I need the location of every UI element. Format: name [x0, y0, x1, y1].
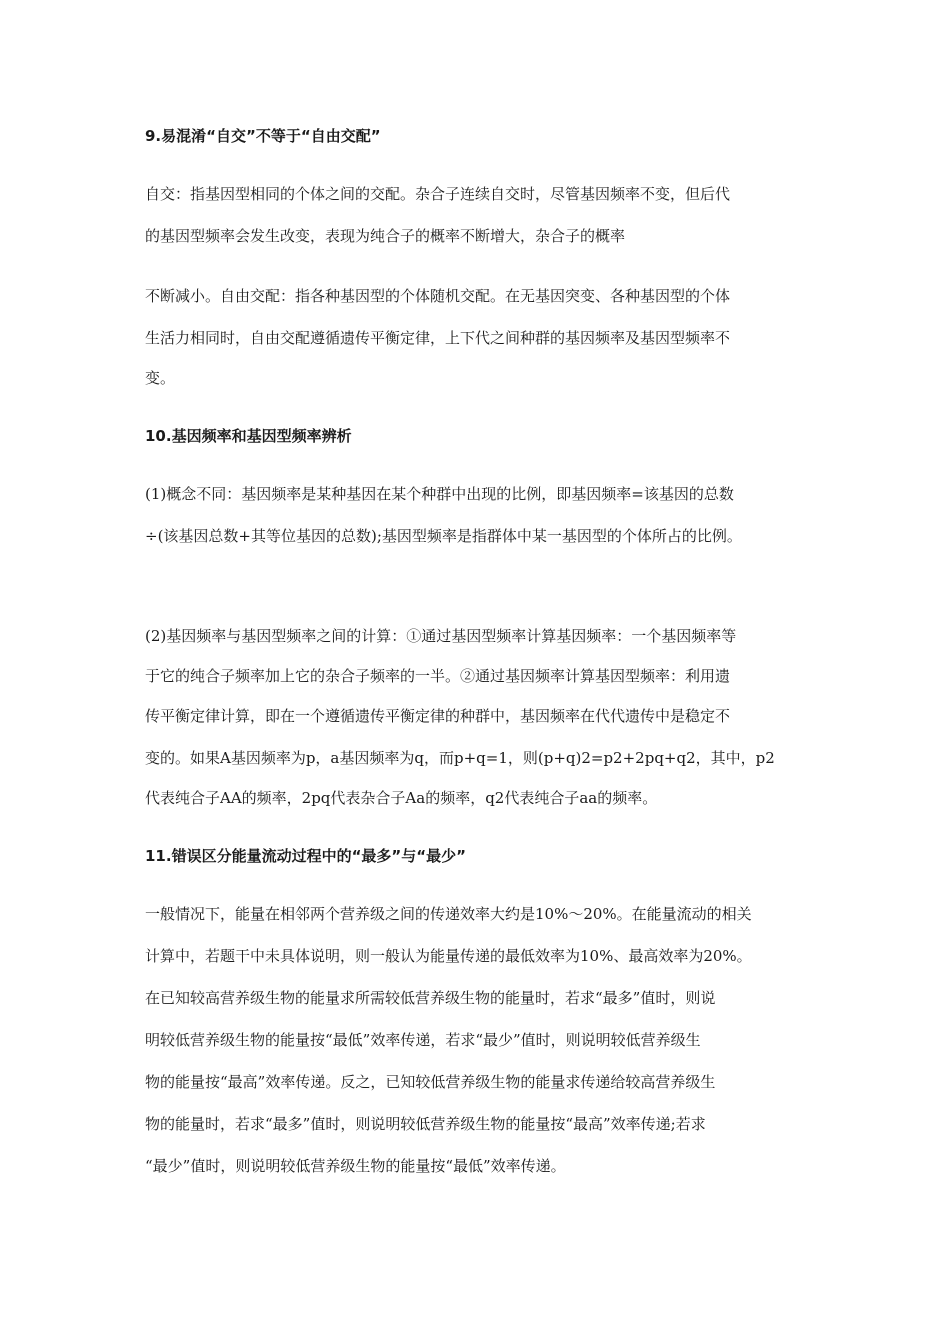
paragraph-line: “最少”值时，则说明较低营养级生物的能量按“最低”效率传递。 [145, 1157, 566, 1175]
paragraph-line: 在已知较高营养级生物的能量求所需较低营养级生物的能量时，若求“最多”值时，则说 [145, 989, 716, 1007]
paragraph-line: 不断减小。自由交配：指各种基因型的个体随机交配。在无基因突变、各种基因型的个体 [145, 287, 731, 305]
paragraph-line: (2)基因频率与基因型频率之间的计算：①通过基因型频率计算基因频率：一个基因频率等 [145, 627, 737, 645]
paragraph-line: 自交：指基因型相同的个体之间的交配。杂合子连续自交时，尽管基因频率不变，但后代 [145, 185, 731, 203]
paragraph-line: 生活力相同时，自由交配遵循遗传平衡定律，上下代之间种群的基因频率及基因型频率不 [145, 329, 731, 347]
paragraph-line: ÷(该基因总数+其等位基因的总数);基因型频率是指群体中某一基因型的个体所占的比例。 [145, 527, 742, 545]
paragraph-line: 物的能量时，若求“最多”值时，则说明较低营养级生物的能量按“最高”效率传递;若求 [145, 1115, 706, 1133]
paragraph-line: (1)概念不同：基因频率是某种基因在某个种群中出现的比例，即基因频率=该基因的总数 [145, 485, 734, 503]
paragraph-line: 明较低营养级生物的能量按“最低”效率传递，若求“最少”值时，则说明较低营养级生 [145, 1031, 701, 1049]
paragraph-line: 代表纯合子AA的频率，2pq代表杂合子Aa的频率，q2代表纯合子aa的频率。 [145, 789, 658, 807]
section-heading: 9.易混淆“自交”不等于“自由交配” [145, 127, 381, 145]
paragraph-line: 传平衡定律计算，即在一个遵循遗传平衡定律的种群中，基因频率在代代遗传中是稳定不 [145, 707, 731, 725]
paragraph-line: 变的。如果A基因频率为p，a基因频率为q，而p+q=1，则(p+q)2=p2+2pq+q2，其中，p2 [145, 749, 775, 767]
paragraph-line: 计算中，若题干中未具体说明，则一般认为能量传递的最低效率为10%、最高效率为20%。 [145, 947, 752, 965]
paragraph-line: 于它的纯合子频率加上它的杂合子频率的一半。②通过基因频率计算基因型频率：利用遗 [145, 667, 731, 685]
paragraph-line: 物的能量按“最高”效率传递。反之，已知较低营养级生物的能量求传递给较高营养级生 [145, 1073, 716, 1091]
section-heading: 10.基因频率和基因型频率辨析 [145, 427, 352, 445]
paragraph-line: 一般情况下，能量在相邻两个营养级之间的传递效率大约是10%～20%。在能量流动的相关 [145, 905, 752, 923]
paragraph-line: 的基因型频率会发生改变，表现为纯合子的概率不断增大，杂合子的概率 [145, 227, 626, 245]
section-heading: 11.错误区分能量流动过程中的“最多”与“最少” [145, 847, 467, 865]
paragraph-line: 变。 [145, 369, 176, 387]
